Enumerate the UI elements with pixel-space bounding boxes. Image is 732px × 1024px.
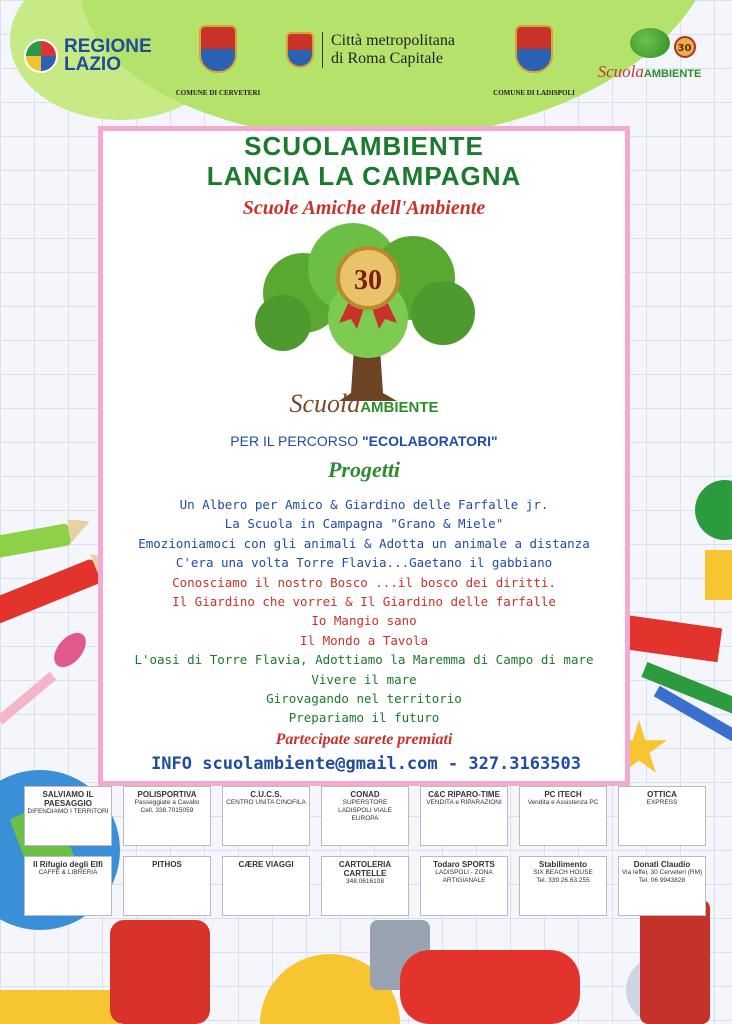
header-logos <box>0 20 732 110</box>
percorso-line <box>103 433 625 449</box>
title-line-2: LANCIA LA CAMPAGNA <box>206 161 522 191</box>
sponsor-logo <box>321 786 409 846</box>
projects-heading: Progetti <box>327 457 401 482</box>
paintbrush-icon <box>0 627 92 725</box>
project-item: Il Mondo a Tavola <box>300 632 428 648</box>
sponsor-contact: Tel. 06 9943828 <box>638 877 686 884</box>
anniversary-badge: 30 <box>674 36 696 58</box>
sponsor-subtitle: CAFFÈ & LIBRERIA <box>38 869 98 876</box>
closing-line: Partecipate sarete premiati <box>275 731 453 748</box>
sponsor-logo <box>420 856 508 916</box>
sponsor-subtitle: Via Ieffei, 30 Cerveteri (RM) <box>621 869 703 876</box>
regione-label: REGIONE <box>64 36 152 57</box>
sponsor-subtitle: SUPERSTORE <box>342 799 388 806</box>
block-icon <box>705 550 732 600</box>
sponsor-subtitle: DIFENDIAMO I TERRITORI <box>27 808 109 815</box>
title-line-1: SCUOLAMBIENTE <box>244 131 484 161</box>
ladispoli-crest-icon <box>515 25 553 73</box>
logo-text-b: AMBIENTE <box>643 68 702 80</box>
sponsor-contact: Cell. 338.7015059 <box>140 807 194 814</box>
projects-list <box>103 495 625 728</box>
sponsor-subtitle: SIX BEACH HOUSE <box>533 869 593 876</box>
sponsor-name: Todaro SPORTS <box>433 860 495 869</box>
sponsor-name: C&C RIPARO-TIME <box>428 790 500 799</box>
sponsor-contact: LADISPOLI VIALE EUROPA <box>338 807 392 822</box>
roma-label-2: di Roma Capitale <box>331 50 443 67</box>
regione-lazio-logo <box>24 38 152 74</box>
sponsor-subtitle: 348.0616108 <box>346 878 384 885</box>
sponsor-logo <box>420 786 508 846</box>
sponsor-name: PC ITECH <box>544 790 582 799</box>
sponsor-logo <box>123 856 211 916</box>
poster-panel <box>98 126 630 786</box>
project-item: C'era una volta Torre Flavia...Gaetano il gabbiano <box>175 555 553 571</box>
project-item: Prepariamo il futuro <box>288 710 440 726</box>
sponsor-logo <box>123 786 211 846</box>
sponsor-name: C.U.C.S. <box>250 790 282 799</box>
sponsor-logo <box>222 856 310 916</box>
backpack-icon <box>110 920 210 1024</box>
sponsor-name: Donati Claudio <box>633 860 691 869</box>
cerveteri-label: COMUNE DI CERVETERI <box>175 89 261 97</box>
project-item: Conosciamo il nostro Bosco ...il bosco dei diritti. <box>172 574 556 590</box>
toys-illustration <box>100 900 732 1024</box>
lazio-label: LAZIO <box>64 54 121 75</box>
sponsor-subtitle: Passeggiate a Cavallo <box>134 799 200 806</box>
project-item: Un Albero per Amico & Giardino delle Farfalle jr. <box>179 497 549 512</box>
sponsor-name: Stabilimento <box>538 860 587 869</box>
sponsor-subtitle: EXPRESS <box>646 799 678 806</box>
sponsor-subtitle: LADISPOLI - ZONA ARTIGIANALE <box>435 869 493 884</box>
brand-wordmark <box>103 389 625 419</box>
toy-car-icon <box>400 950 580 1024</box>
percorso-name: "ECOLABORATORI" <box>362 433 498 449</box>
contact-info: INFO scuolambiente@gmail.com - 327.3163503 <box>151 754 581 774</box>
roma-capitale-logo <box>286 32 455 68</box>
project-item: Emozioniamoci con gli animali & Adotta un animale a distanza <box>138 535 590 551</box>
sponsor-name: POLISPORTIVA <box>137 790 197 799</box>
project-item: L'oasi di Torre Flavia, Adottiamo la Maremma di Campo di mare <box>134 652 594 668</box>
percorso-prefix: PER IL PERCORSO <box>230 433 363 449</box>
sponsor-logo <box>519 856 607 916</box>
sponsor-logo <box>24 856 112 916</box>
sponsor-subtitle: VENDITA e RIPARAZIONI <box>426 799 502 806</box>
subtitle: Scuole Amiche dell'Ambiente <box>242 197 486 219</box>
sponsor-logo <box>618 786 706 846</box>
brand-text-b: AMBIENTE <box>360 399 439 416</box>
project-item: La Scuola in Campagna "Grano & Miele" <box>224 516 504 532</box>
sponsor-contact: Tel. 339.26.63.255 <box>536 877 590 884</box>
sponsor-name: CARTOLERIA CARTELLE <box>338 860 392 878</box>
tree-icon <box>630 28 692 58</box>
ladispoli-logo <box>484 25 584 97</box>
project-item: Il Giardino che vorrei & Il Giardino delle farfalle <box>172 594 556 610</box>
project-item: Vivere il mare <box>311 671 417 687</box>
sponsor-name: PITHOS <box>152 860 182 869</box>
sponsor-name: OTTICA <box>647 790 677 799</box>
sponsor-name: CÆRE VIAGGI <box>238 860 294 869</box>
tree-illustration <box>243 223 493 403</box>
sponsor-name: CONAD <box>350 790 380 799</box>
sponsor-name: Il Rifugio degli Elfi <box>33 860 103 869</box>
sponsor-name: SALVIAMO IL PAESAGGIO <box>42 790 94 808</box>
sponsor-subtitle: CENTRO UNITA CINOFILA <box>226 799 306 806</box>
ball-icon <box>695 480 732 540</box>
sponsor-logo <box>519 786 607 846</box>
scuolambiente-logo <box>592 28 707 82</box>
sponsor-logo <box>321 856 409 916</box>
cerveteri-logo <box>168 25 268 97</box>
project-item: Io Mangio sano <box>311 613 417 629</box>
medal-number: 30 <box>354 265 382 296</box>
project-item: Girovagando nel territorio <box>266 691 462 707</box>
logo-text-a: Scuola <box>597 62 644 81</box>
cerveteri-crest-icon <box>199 25 237 73</box>
toy-soldier-icon <box>640 900 710 1024</box>
ladispoli-label: COMUNE DI LADISPOLI <box>493 89 575 97</box>
sponsor-logo <box>618 856 706 916</box>
roma-crest-icon <box>286 32 314 68</box>
crayon-icon <box>0 520 93 561</box>
sponsor-subtitle: Vendita e Assistenza PC <box>527 799 599 806</box>
sponsor-logo <box>222 786 310 846</box>
roma-label-1: Città metropolitana <box>331 32 455 49</box>
brand-text-a: Scuola <box>289 389 361 418</box>
sponsor-logo <box>24 786 112 846</box>
lazio-emblem-icon <box>24 39 58 73</box>
